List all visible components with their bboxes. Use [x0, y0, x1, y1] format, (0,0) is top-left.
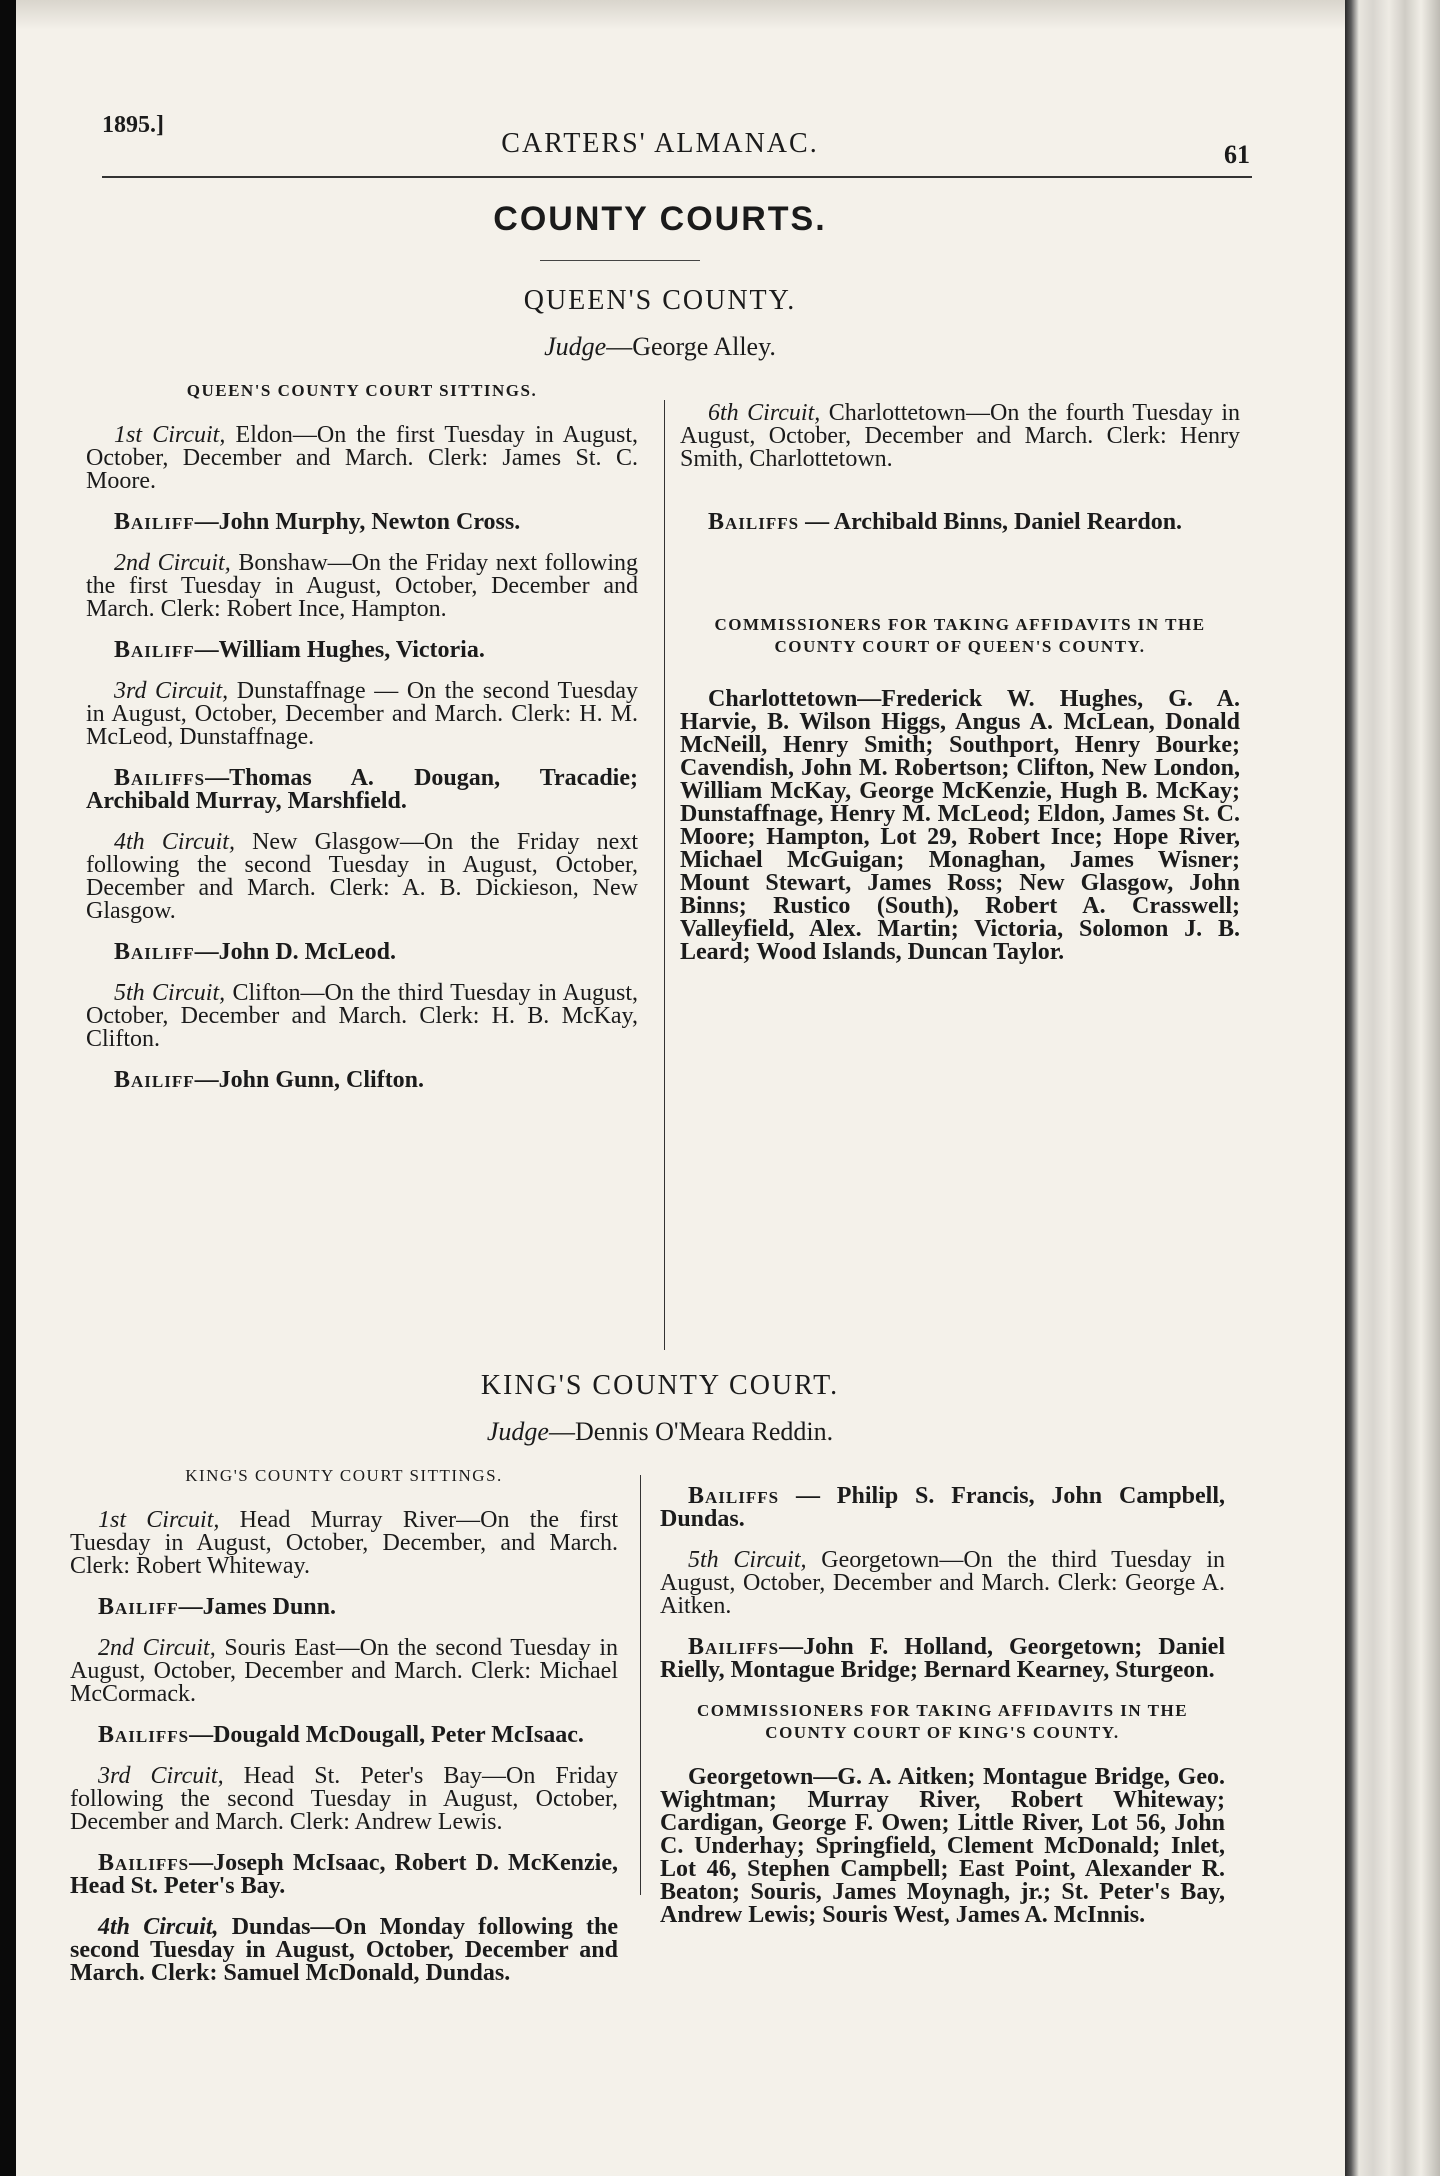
bailiff-text: —John Murphy, Newton Cross. — [194, 509, 521, 535]
bailiff-label: Bailiffs — [688, 1634, 780, 1660]
bailiff-label: Bailiff — [114, 509, 195, 535]
kings-circuit-5 — [660, 1549, 1225, 1618]
circuit-text: New Glasgow—On the Friday next following the second Tuesday in August, October, December and March. Clerk: A. B. Dickieson, New Glasgow. — [86, 829, 638, 924]
kings-column-divider — [640, 1475, 641, 1895]
kings-bailiff-2 — [70, 1724, 618, 1747]
bailiff-label: Bailiff — [114, 939, 195, 965]
bailiff-label: Bailiffs — [708, 509, 800, 535]
queens-judge — [70, 332, 1250, 362]
kings-circuit-4 — [70, 1916, 618, 1985]
circuit-label: 1st Circuit, — [114, 422, 226, 448]
kings-commissioners-heading: COMMISSIONERS FOR TAKING AFFIDAVITS IN THE COUNTY COURT OF KING'S COUNTY. — [696, 1701, 1189, 1742]
queens-bailiff-2 — [86, 639, 638, 662]
page-left-binding — [0, 0, 16, 2176]
queens-circuit-6 — [680, 402, 1240, 471]
queens-county-heading: QUEEN'S COUNTY. — [523, 285, 797, 316]
circuit-label: 1st Circuit, — [98, 1507, 220, 1533]
kings-left-column — [70, 1465, 618, 2003]
circuit-label: 4th Circuit, — [114, 829, 235, 855]
circuit-label: 3rd Circuit, — [98, 1763, 224, 1789]
page-top-shadow — [16, 0, 1345, 30]
running-head — [70, 100, 1250, 169]
circuit-text: Dundas—On Monday following the second Tuesday in August, October, December and March. Clerk: Samuel McDonald, Dundas. — [70, 1914, 618, 1986]
kings-bailiff-1 — [70, 1596, 618, 1619]
header-rule — [102, 176, 1252, 178]
circuit-label: 2nd Circuit, — [98, 1635, 216, 1661]
queens-commissioners-heading: COMMISSIONERS FOR TAKING AFFIDAVITS IN THE COUNTY COURT OF QUEEN'S COUNTY. — [714, 615, 1206, 656]
page-edges — [1345, 0, 1440, 2176]
circuit-text: Georgetown—On the third Tuesday in August, October, December and March. Clerk: George A. Aitken. — [660, 1547, 1226, 1619]
kings-circuit-1 — [70, 1509, 618, 1578]
queens-circuit-2 — [86, 552, 638, 621]
bailiff-label: Bailiff — [114, 1067, 195, 1093]
bailiff-text: — Archibald Binns, Daniel Reardon. — [799, 509, 1183, 535]
bailiff-text: — Philip S. Francis, John Campbell, Dundas. — [660, 1483, 1225, 1532]
judge-label: Judge — [544, 332, 607, 361]
kings-circuit-2 — [70, 1637, 618, 1706]
kings-sittings-heading: KING'S COUNTY COURT SITTINGS. — [185, 1466, 503, 1485]
page-number: 61 — [1224, 140, 1250, 169]
kings-right-column — [660, 1485, 1225, 1945]
circuit-text: Head St. Peter's Bay—On Friday following the second Tuesday in August, October, December and March. Clerk: Andrew Lewis. — [70, 1763, 619, 1835]
bailiff-text: —John F. Holland, Georgetown; Daniel Rielly, Montague Bridge; Bernard Kearney, Sturgeon. — [660, 1634, 1225, 1683]
bailiff-label: Bailiffs — [98, 1722, 190, 1748]
kings-bailiff-3 — [70, 1852, 618, 1898]
kings-commissioners-list: Georgetown—G. A. Aitken; Montague Bridge, Geo. Wightman; Murray River, Robert Whiteway; Cardigan, George F. Owen; Little River, Lot 56, John C. Underhay; Springfield, Clement McDonald; Inlet, Lot 46, Stephen Campbell; East Point, Alexander R. Beaton; Souris, James Moynagh, jr.; St. Peter's Bay, Andrew Lewis; Souris West, James A. McInnis. — [660, 1764, 1225, 1928]
queens-bailiff-1 — [86, 511, 638, 534]
running-head-year: 1895.] — [102, 112, 164, 138]
circuit-label: 5th Circuit, — [114, 980, 226, 1006]
bailiff-label: Bailiffs — [114, 765, 206, 791]
running-head-title: CARTERS' ALMANAC. — [501, 128, 819, 159]
circuit-label: 5th Circuit, — [688, 1547, 807, 1573]
circuit-text: Eldon—On the first Tuesday in August, October, December and March. Clerk: James St. C. Moore. — [86, 422, 638, 494]
bailiff-text: —Thomas A. Dougan, Tracadie; Archibald Murray, Marshfield. — [86, 765, 638, 814]
queens-sittings-heading: QUEEN'S COUNTY COURT SITTINGS. — [186, 381, 538, 400]
queens-bailiff-3 — [86, 767, 638, 813]
bailiff-text: —John D. McLeod. — [194, 939, 396, 965]
queens-circuit-1 — [86, 424, 638, 493]
bailiff-label: Bailiffs — [688, 1483, 780, 1509]
queens-circuit-3 — [86, 680, 638, 749]
circuit-label: 6th Circuit, — [708, 400, 821, 426]
page-title: COUNTY COURTS. — [493, 200, 827, 238]
queens-right-column — [680, 402, 1240, 982]
title-rule — [540, 260, 700, 261]
kings-judge — [70, 1417, 1250, 1447]
kings-bailiff-5 — [660, 1636, 1225, 1682]
queens-column-divider — [664, 400, 665, 1350]
queens-circuit-5 — [86, 982, 638, 1051]
queens-bailiff-5 — [86, 1069, 638, 1092]
bailiff-label: Bailiffs — [98, 1850, 190, 1876]
circuit-text: Clifton—On the third Tuesday in August, October, December and March. Clerk: H. B. McKay, Clifton. — [86, 980, 638, 1052]
queens-bailiff-4 — [86, 941, 638, 964]
bailiff-text: —Dougald McDougall, Peter McIsaac. — [189, 1722, 584, 1748]
queens-commissioners-list: Charlottetown—Frederick W. Hughes, G. A. Harvie, B. Wilson Higgs, Angus A. McLean, Donald McNeill, Henry Smith; Southport, Henry Bourke; Cavendish, John M. Robertson; Clifton, New London, William McKay, George McKenzie, Hugh B. McKay; Dunstaffnage, Henry M. McLeod; Eldon, James St. C. Moore; Hampton, Lot 29, Robert Ince; Hope River, Michael McGuigan; Monaghan, James Wisner; Mount Stewart, James Ross; New Glasgow, John Binns; Rustico (South), Robert A. Crasswell; Valleyfield, Alex. Martin; Victoria, Solomon J. B. Leard; Wood Islands, Duncan Taylor. — [680, 686, 1240, 965]
circuit-text: Souris East—On the second Tuesday in August, October, December and March. Clerk: Michael McCormack. — [70, 1635, 618, 1707]
judge-label: Judge — [486, 1417, 549, 1446]
kings-county-heading: KING'S COUNTY COURT. — [480, 1370, 840, 1401]
judge-name: —George Alley. — [606, 332, 776, 361]
queens-left-column — [86, 380, 638, 1110]
kings-bailiff-4 — [660, 1485, 1225, 1531]
circuit-text: Charlottetown—On the fourth Tuesday in August, October, December and March. Clerk: Henry Smith, Charlottetown. — [680, 400, 1240, 472]
bailiff-text: —Joseph McIsaac, Robert D. McKenzie, Head St. Peter's Bay. — [70, 1850, 618, 1899]
kings-circuit-3 — [70, 1765, 618, 1834]
queens-circuit-4 — [86, 831, 638, 923]
bailiff-text: —John Gunn, Clifton. — [194, 1067, 425, 1093]
circuit-label: 3rd Circuit, — [114, 678, 229, 704]
bailiff-text: —William Hughes, Victoria. — [194, 637, 485, 663]
bailiff-text: —James Dunn. — [178, 1594, 336, 1620]
circuit-label: 2nd Circuit, — [114, 550, 231, 576]
bailiff-label: Bailiff — [98, 1594, 179, 1620]
judge-name: —Dennis O'Meara Reddin. — [548, 1417, 834, 1446]
bailiff-label: Bailiff — [114, 637, 195, 663]
queens-bailiff-6 — [680, 511, 1240, 534]
circuit-text: Head Murray River—On the first Tuesday in August, October, December, and March. Clerk: Robert Whiteway. — [70, 1507, 619, 1579]
circuit-text: Bonshaw—On the Friday next following the first Tuesday in August, October, December and March. Clerk: Robert Ince, Hampton. — [86, 550, 638, 622]
circuit-label: 4th Circuit, — [98, 1914, 219, 1940]
circuit-text: Dunstaffnage — On the second Tuesday in August, October, December and March. Clerk: H. M. McLeod, Dunstaffnage. — [86, 678, 638, 750]
